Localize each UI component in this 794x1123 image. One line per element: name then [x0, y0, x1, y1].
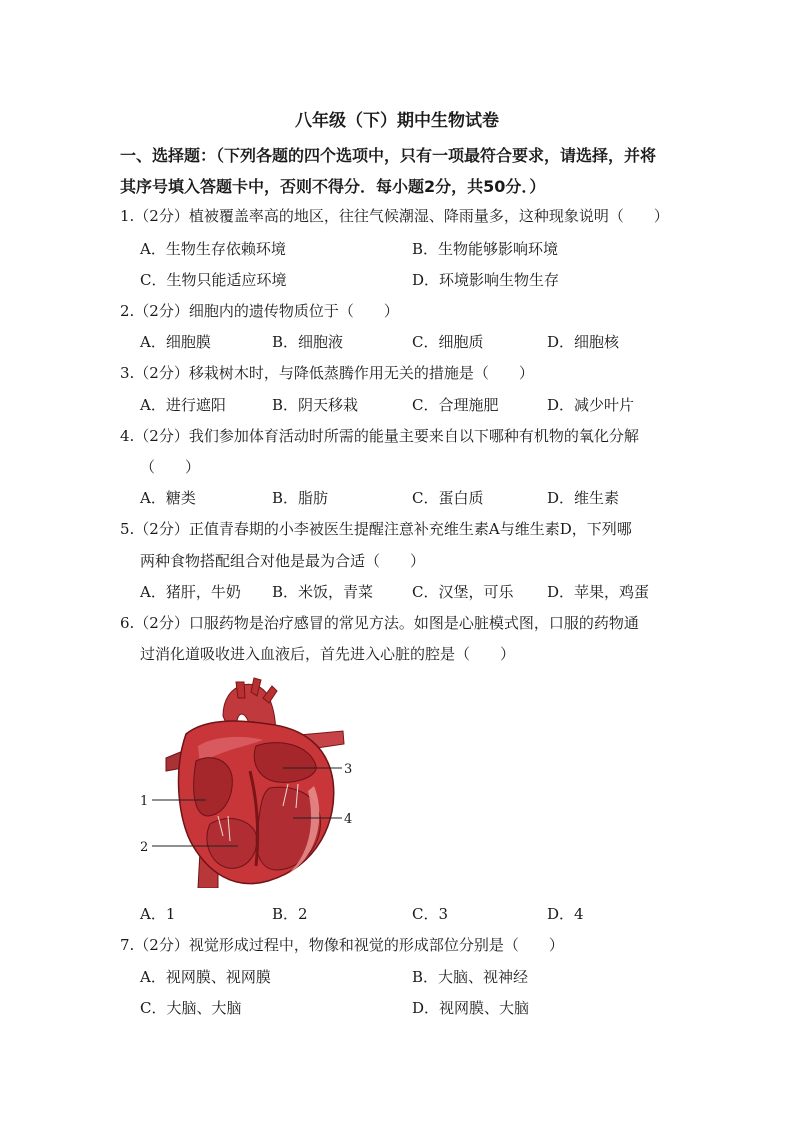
question-3-option-d: D．减少叶片: [547, 396, 635, 414]
question-6-option-d: D．4: [547, 905, 584, 923]
question-4-option-b: B．脂肪: [272, 489, 329, 507]
question-4-option-d: D．维生素: [547, 489, 620, 507]
question-5-option-a: A．猪肝，牛奶: [140, 583, 241, 601]
question-6-option-a: A．1: [140, 905, 176, 923]
question-1-stem: 1.（2分）植被覆盖率高的地区，往往气候潮湿、降雨量多，这种现象说明（ ）: [120, 207, 669, 225]
question-1-option-d: D．环境影响生物生存: [412, 271, 560, 289]
question-3-option-c: C．合理施肥: [412, 396, 499, 414]
question-5-stem-line-2: 两种食物搭配组合对他是最为合适（ ）: [140, 552, 426, 570]
label-2: 2: [140, 840, 149, 855]
question-2-option-b: B．细胞液: [272, 333, 344, 351]
question-6-option-c: C．3: [412, 905, 449, 923]
question-2-option-d: D．细胞核: [547, 333, 620, 351]
question-5-option-b: B．米饭，青菜: [272, 583, 374, 601]
question-1-option-c: C．生物只能适应环境: [140, 271, 287, 289]
question-5-option-c: C．汉堡，可乐: [412, 583, 514, 601]
question-2-stem: 2.（2分）细胞内的遗传物质位于（ ）: [120, 302, 399, 320]
question-3-option-b: B．阴天移栽: [272, 396, 359, 414]
section-heading-line-2: 其序号填入答题卡中，否则不得分．每小题2分，共50分．）: [120, 177, 546, 196]
question-4-stem-line-1: 4.（2分）我们参加体育活动时所需的能量主要来自以下哪种有机物的氧化分解: [120, 427, 639, 445]
question-4-option-a: A．糖类: [140, 489, 196, 507]
label-1: 1: [140, 794, 149, 809]
heart-diagram: [138, 676, 358, 888]
question-5-option-d: D．苹果，鸡蛋: [547, 583, 650, 601]
question-5-stem-line-1: 5.（2分）正值青春期的小李被医生提醒注意补充维生素A与维生素D，下列哪: [120, 520, 632, 538]
question-6-stem-line-1: 6.（2分）口服药物是治疗感冒的常见方法。如图是心脏模式图，口服的药物通: [120, 614, 639, 632]
question-1-option-b: B．生物能够影响环境: [412, 240, 559, 258]
label-4: 4: [344, 812, 353, 827]
question-7-option-b: B．大脑、视神经: [412, 968, 529, 986]
label-3: 3: [344, 762, 353, 777]
question-6-stem-line-2: 过消化道吸收进入血液后，首先进入心脏的腔是（ ）: [140, 645, 516, 663]
question-6-option-b: B．2: [272, 905, 308, 923]
question-2-option-c: C．细胞质: [412, 333, 484, 351]
question-7-option-c: C．大脑、大脑: [140, 999, 242, 1017]
question-7-option-d: D．视网膜、大脑: [412, 999, 530, 1017]
question-4-stem-line-2: （ ）: [140, 458, 201, 476]
section-heading-line-1: 一、选择题：（下列各题的四个选项中，只有一项最符合要求，请选择，并将: [120, 146, 657, 165]
question-1-option-a: A．生物生存依赖环境: [140, 240, 286, 258]
question-3-option-a: A．进行遮阳: [140, 396, 226, 414]
page-title: 八年级（下）期中生物试卷: [295, 111, 499, 131]
question-4-option-c: C．蛋白质: [412, 489, 484, 507]
question-7-option-a: A．视网膜、视网膜: [140, 968, 271, 986]
question-2-option-a: A．细胞膜: [140, 333, 211, 351]
question-3-stem: 3.（2分）移栽树木时，与降低蒸腾作用无关的措施是（ ）: [120, 364, 534, 382]
question-7-stem: 7.（2分）视觉形成过程中，物像和视觉的形成部位分别是（ ）: [120, 936, 564, 954]
